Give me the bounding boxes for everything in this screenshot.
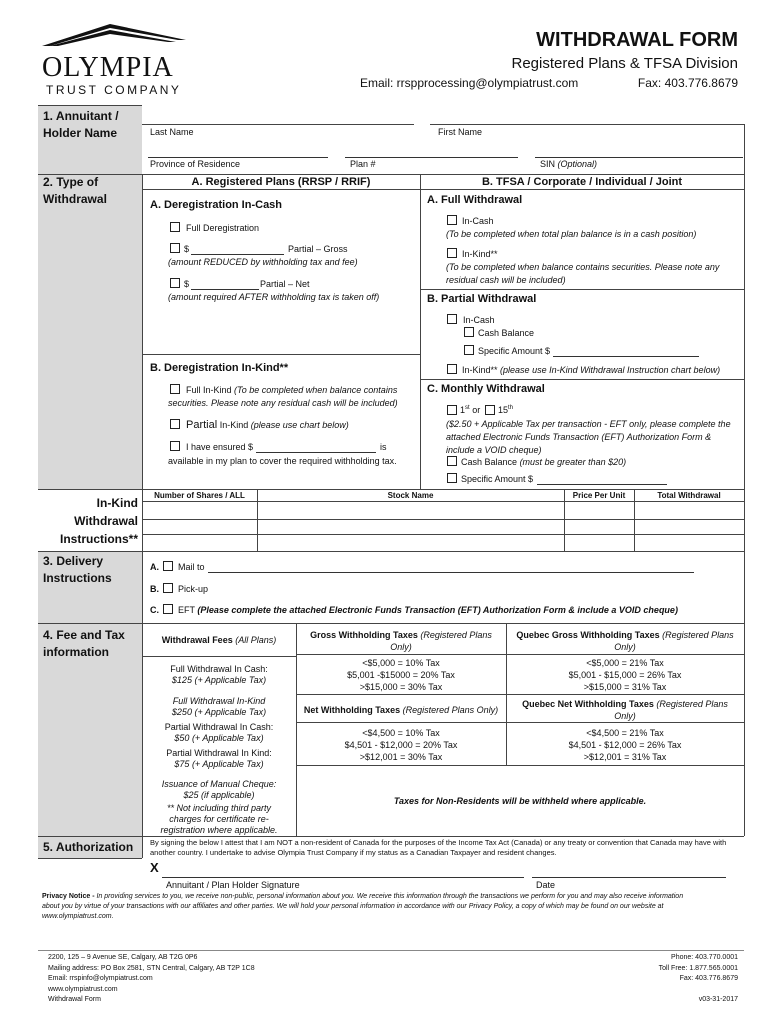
partial-net-prefix: $	[184, 279, 190, 289]
last-name-field[interactable]	[148, 138, 418, 154]
full-incash-checkbox[interactable]	[447, 215, 457, 225]
divider	[142, 836, 143, 858]
divider	[38, 950, 744, 951]
divider	[744, 623, 745, 836]
divider	[420, 174, 421, 490]
first-checkbox[interactable]	[447, 405, 457, 415]
monthly-note3: include a VOID cheque)	[446, 445, 542, 455]
logo	[40, 22, 190, 98]
dereg-kind-heading: B. Deregistration In-Kind**	[150, 362, 289, 374]
col-registered-plans: A. Registered Plans (RRSP / RRIF)	[191, 176, 371, 188]
monthly-specific-field[interactable]	[537, 484, 667, 485]
divider	[142, 656, 296, 657]
col-shares: Number of Shares / ALL	[154, 491, 245, 500]
section5-title: 5. Authorization	[43, 840, 134, 854]
eft-letter: C.	[150, 605, 159, 615]
fee-third-party: ** Not including third party charges for certificate re- registration where applicable.	[160, 803, 278, 835]
divider	[38, 489, 744, 490]
full-inkind-b-checkbox[interactable]	[447, 248, 457, 258]
footer-contact: Phone: 403.770.0001 Toll Free: 1.877.565.0001 Fax: 403.776.8679 v03-31-2017	[658, 954, 738, 1003]
monthly-note1: ($2.50 + Applicable Tax per transaction - EFT only, please complete the	[446, 419, 731, 429]
divider	[744, 489, 745, 551]
partial-inkind-b-label: In-Kind** (please use In-Kind Withdrawal Instruction chart below)	[462, 365, 721, 375]
monthly-cash-balance-checkbox[interactable]	[447, 456, 457, 466]
divider	[142, 174, 143, 490]
section2-title: 2. Type of Withdrawal	[43, 175, 107, 206]
full-incash-note: (To be completed when total plan balance is in a cash position)	[446, 229, 697, 239]
monthly-cash-balance-label: Cash Balance (must be greater than $20)	[461, 457, 627, 467]
divider	[296, 765, 744, 766]
specific-amount-field[interactable]	[553, 356, 699, 357]
qc-net-heading: Quebec Net Withholding Taxes (Registered Plans Only)	[522, 699, 728, 721]
section2-shade	[38, 175, 142, 489]
specific-amount-label: Specific Amount $	[478, 346, 551, 356]
full-dereg-checkbox[interactable]	[170, 222, 180, 232]
section4-title: 4. Fee and Tax information	[43, 628, 125, 659]
footer-address: 2200, 125 – 9 Avenue SE, Calgary, AB T2G 0P6 Mailing address: PO Box 2581, STN Central, Calgary, AB T2P 1C8 Email: rrspinfo@olympiatrust.com www.olympiatrust.com Withdrawal Form	[48, 954, 255, 1003]
ensured-note: available in my plan to cover the required withholding tax.	[168, 456, 397, 466]
specific-amount-checkbox[interactable]	[464, 345, 474, 355]
partial-inkind-b-checkbox[interactable]	[447, 364, 457, 374]
full-inkind-b-label: In-Kind**	[462, 249, 498, 259]
fee-full-cash: Full Withdrawal In Cash: $125 (+ Applicable Tax)	[170, 664, 268, 685]
qc-gross-heading: Quebec Gross Withholding Taxes (Registered Plans Only)	[516, 630, 734, 652]
partial-inkind-label: Partial In-Kind (please use chart below)	[186, 419, 349, 431]
partial-gross-note: (amount REDUCED by withholding tax and fee)	[168, 257, 358, 267]
partial-withdrawal-heading: B. Partial Withdrawal	[427, 293, 537, 305]
partial-inkind-checkbox[interactable]	[170, 419, 180, 429]
divider	[420, 379, 744, 380]
ensured-amount[interactable]	[256, 452, 376, 453]
fifteenth-label: 15th	[498, 405, 514, 415]
signature-x: X	[150, 860, 159, 875]
eft-label: EFT (Please complete the attached Electronic Funds Transaction (EFT) Authorization Form & include a VOID cheque)	[178, 605, 678, 615]
pickup-checkbox[interactable]	[163, 583, 173, 593]
fifteenth-checkbox[interactable]	[485, 405, 495, 415]
partial-net-checkbox[interactable]	[170, 278, 180, 288]
partial-incash-label: In-Cash	[463, 315, 495, 325]
full-dereg-label: Full Deregistration	[186, 223, 260, 233]
eft-checkbox[interactable]	[163, 604, 173, 614]
net-heading: Net Withholding Taxes (Registered Plans Only)	[303, 705, 499, 715]
divider	[296, 694, 744, 695]
fee-partial-cash: Partial Withdrawal In Cash: $50 (+ Applicable Tax)	[164, 722, 274, 743]
first-name-label: First Name	[438, 127, 483, 137]
divider	[744, 551, 745, 623]
monthly-specific-checkbox[interactable]	[447, 473, 457, 483]
section3-title: 3. Delivery Instructions	[43, 554, 112, 585]
col-price: Price Per Unit	[572, 491, 626, 500]
full-inkind-b-note2: residual cash will be included)	[446, 275, 566, 285]
inkind-title: In-Kind Withdrawal Instructions**	[59, 496, 138, 546]
gross-rates: <$5,000 = 10% Tax $5,001 -$15000 = 20% Tax >$15,000 = 30% Tax	[347, 658, 455, 692]
cash-balance-checkbox[interactable]	[464, 327, 474, 337]
sin-label: SIN (Optional)	[540, 159, 598, 169]
partial-gross-checkbox[interactable]	[170, 243, 180, 253]
date-label: Date	[536, 880, 556, 890]
mail-to-letter: A.	[150, 562, 159, 572]
date-field[interactable]	[532, 877, 726, 878]
full-inkind-label: Full In-Kind (To be completed when balance contains	[186, 385, 398, 395]
logo-mark-icon	[40, 22, 188, 52]
divider	[142, 354, 420, 355]
last-name-label: Last Name	[150, 127, 194, 137]
monthly-specific-label: Specific Amount $	[461, 474, 534, 484]
partial-net-label: Partial – Net	[260, 279, 310, 289]
gross-heading: Gross Withholding Taxes (Registered Plans Only)	[310, 630, 492, 652]
divider	[142, 189, 744, 190]
auth-text-1: By signing the below I attest that I am NOT a non-resident of Canada for the purposes of the Income Tax Act (Canada) or any treaty or convention that Canada may have with	[150, 838, 727, 847]
col-tfsa: B. TFSA / Corporate / Individual / Joint	[481, 176, 683, 188]
sin-line	[535, 157, 743, 158]
net-rates: <$4,500 = 10% Tax $4,501 - $12,000 = 20% Tax >$12,001 = 30% Tax	[344, 728, 458, 762]
form-title: WITHDRAWAL FORM	[536, 29, 738, 51]
ensured-is: is	[380, 442, 387, 452]
divider	[38, 174, 744, 175]
divider	[296, 654, 744, 655]
inkind-row-2[interactable]	[143, 520, 743, 533]
divider	[38, 858, 142, 859]
section1-title: 1. Annuitant / Holder Name	[43, 109, 119, 140]
plan-line	[345, 157, 518, 158]
inkind-row-3[interactable]	[143, 535, 743, 550]
header-email: Email: rrspprocessing@olympiatrust.com	[360, 76, 579, 90]
logo-subtitle: TRUST COMPANY	[46, 83, 182, 97]
fee-manual-cheque: Issuance of Manual Cheque: $25 (if applicable)	[161, 779, 277, 800]
fees-heading: Withdrawal Fees (All Plans)	[161, 635, 277, 645]
divider	[142, 551, 143, 623]
partial-gross-label: Partial – Gross	[288, 244, 348, 254]
pickup-letter: B.	[150, 584, 159, 594]
province-line	[148, 157, 328, 158]
qc-net-rates: <$4,500 = 21% Tax $4,501 - $12,000 = 26% Tax >$12,001 = 31% Tax	[568, 728, 682, 762]
fee-full-kind: Full Withdrawal In-Kind $250 (+ Applicable Tax)	[171, 696, 267, 717]
partial-incash-checkbox[interactable]	[447, 314, 457, 324]
divider	[744, 174, 745, 490]
header-fax: Fax: 403.776.8679	[637, 76, 738, 90]
privacy-notice: Privacy Notice - In providing services to you, we receive non-public, personal information about you. We receive this information through the transactions we perform for you and may also receive information about you by virtue of your transactions with our affiliates and other parties. We will hold your personal information in accordance with our Privacy Policy, a copy of which may be found on our website at www.olympiatrust.com.	[42, 893, 684, 920]
full-inkind-checkbox[interactable]	[170, 384, 180, 394]
full-inkind-b-note: (To be completed when balance contains securities. Please note any	[446, 262, 720, 272]
monthly-note2: attached Electronic Funds Transaction (EFT) Authorization Form &	[446, 432, 712, 442]
col-total: Total Withdrawal	[657, 491, 721, 500]
partial-net-amount[interactable]	[191, 289, 259, 290]
pickup-label: Pick-up	[178, 584, 209, 594]
full-inkind-note: securities. Please note any residual cash will be included)	[168, 398, 398, 408]
divider	[38, 836, 744, 837]
partial-net-note: (amount required AFTER withholding tax is taken off)	[168, 292, 380, 302]
divider	[744, 124, 745, 174]
fee-partial-kind: Partial Withdrawal In Kind: $75 (+ Applicable Tax)	[166, 748, 272, 769]
divider	[296, 722, 744, 723]
divider	[38, 105, 142, 106]
inkind-row-1[interactable]	[143, 502, 743, 518]
plan-label: Plan #	[350, 159, 376, 169]
partial-gross-prefix: $	[184, 244, 190, 254]
full-withdrawal-heading: A. Full Withdrawal	[427, 194, 523, 206]
nonres-note: Taxes for Non-Residents will be withheld where applicable.	[393, 796, 647, 806]
monthly-heading: C. Monthly Withdrawal	[427, 383, 545, 395]
mail-to-checkbox[interactable]	[163, 561, 173, 571]
signature-field[interactable]	[162, 877, 524, 878]
ensured-checkbox[interactable]	[170, 441, 180, 451]
full-incash-label: In-Cash	[462, 216, 494, 226]
province-label: Province of Residence	[150, 159, 241, 169]
cash-balance-label: Cash Balance	[478, 328, 535, 338]
logo-name: OLYMPIA	[42, 52, 174, 83]
mail-to-label: Mail to	[178, 562, 205, 572]
form-subtitle: Registered Plans & TFSA Division	[511, 55, 738, 72]
divider	[430, 124, 744, 125]
col-stock-name: Stock Name	[387, 491, 434, 500]
first-label: 1st or	[460, 405, 481, 415]
divider	[420, 289, 744, 290]
partial-gross-amount[interactable]	[191, 254, 284, 255]
qc-gross-rates: <$5,000 = 21% Tax $5,001 - $15,000 = 26% Tax >$15,000 = 31% Tax	[568, 658, 682, 692]
first-name-field[interactable]	[436, 138, 736, 154]
mail-to-field[interactable]	[208, 572, 694, 573]
ensured-label: I have ensured $	[186, 442, 254, 452]
divider	[38, 623, 744, 624]
signature-label: Annuitant / Plan Holder Signature	[166, 880, 300, 890]
divider	[142, 124, 414, 125]
divider	[38, 551, 744, 552]
auth-text-2: another country. I undertake to advise Olympia Trust Company if my status as a Canadian Taxpayer and resident changes.	[150, 848, 557, 857]
dereg-cash-heading: A. Deregistration In-Cash	[150, 199, 283, 211]
